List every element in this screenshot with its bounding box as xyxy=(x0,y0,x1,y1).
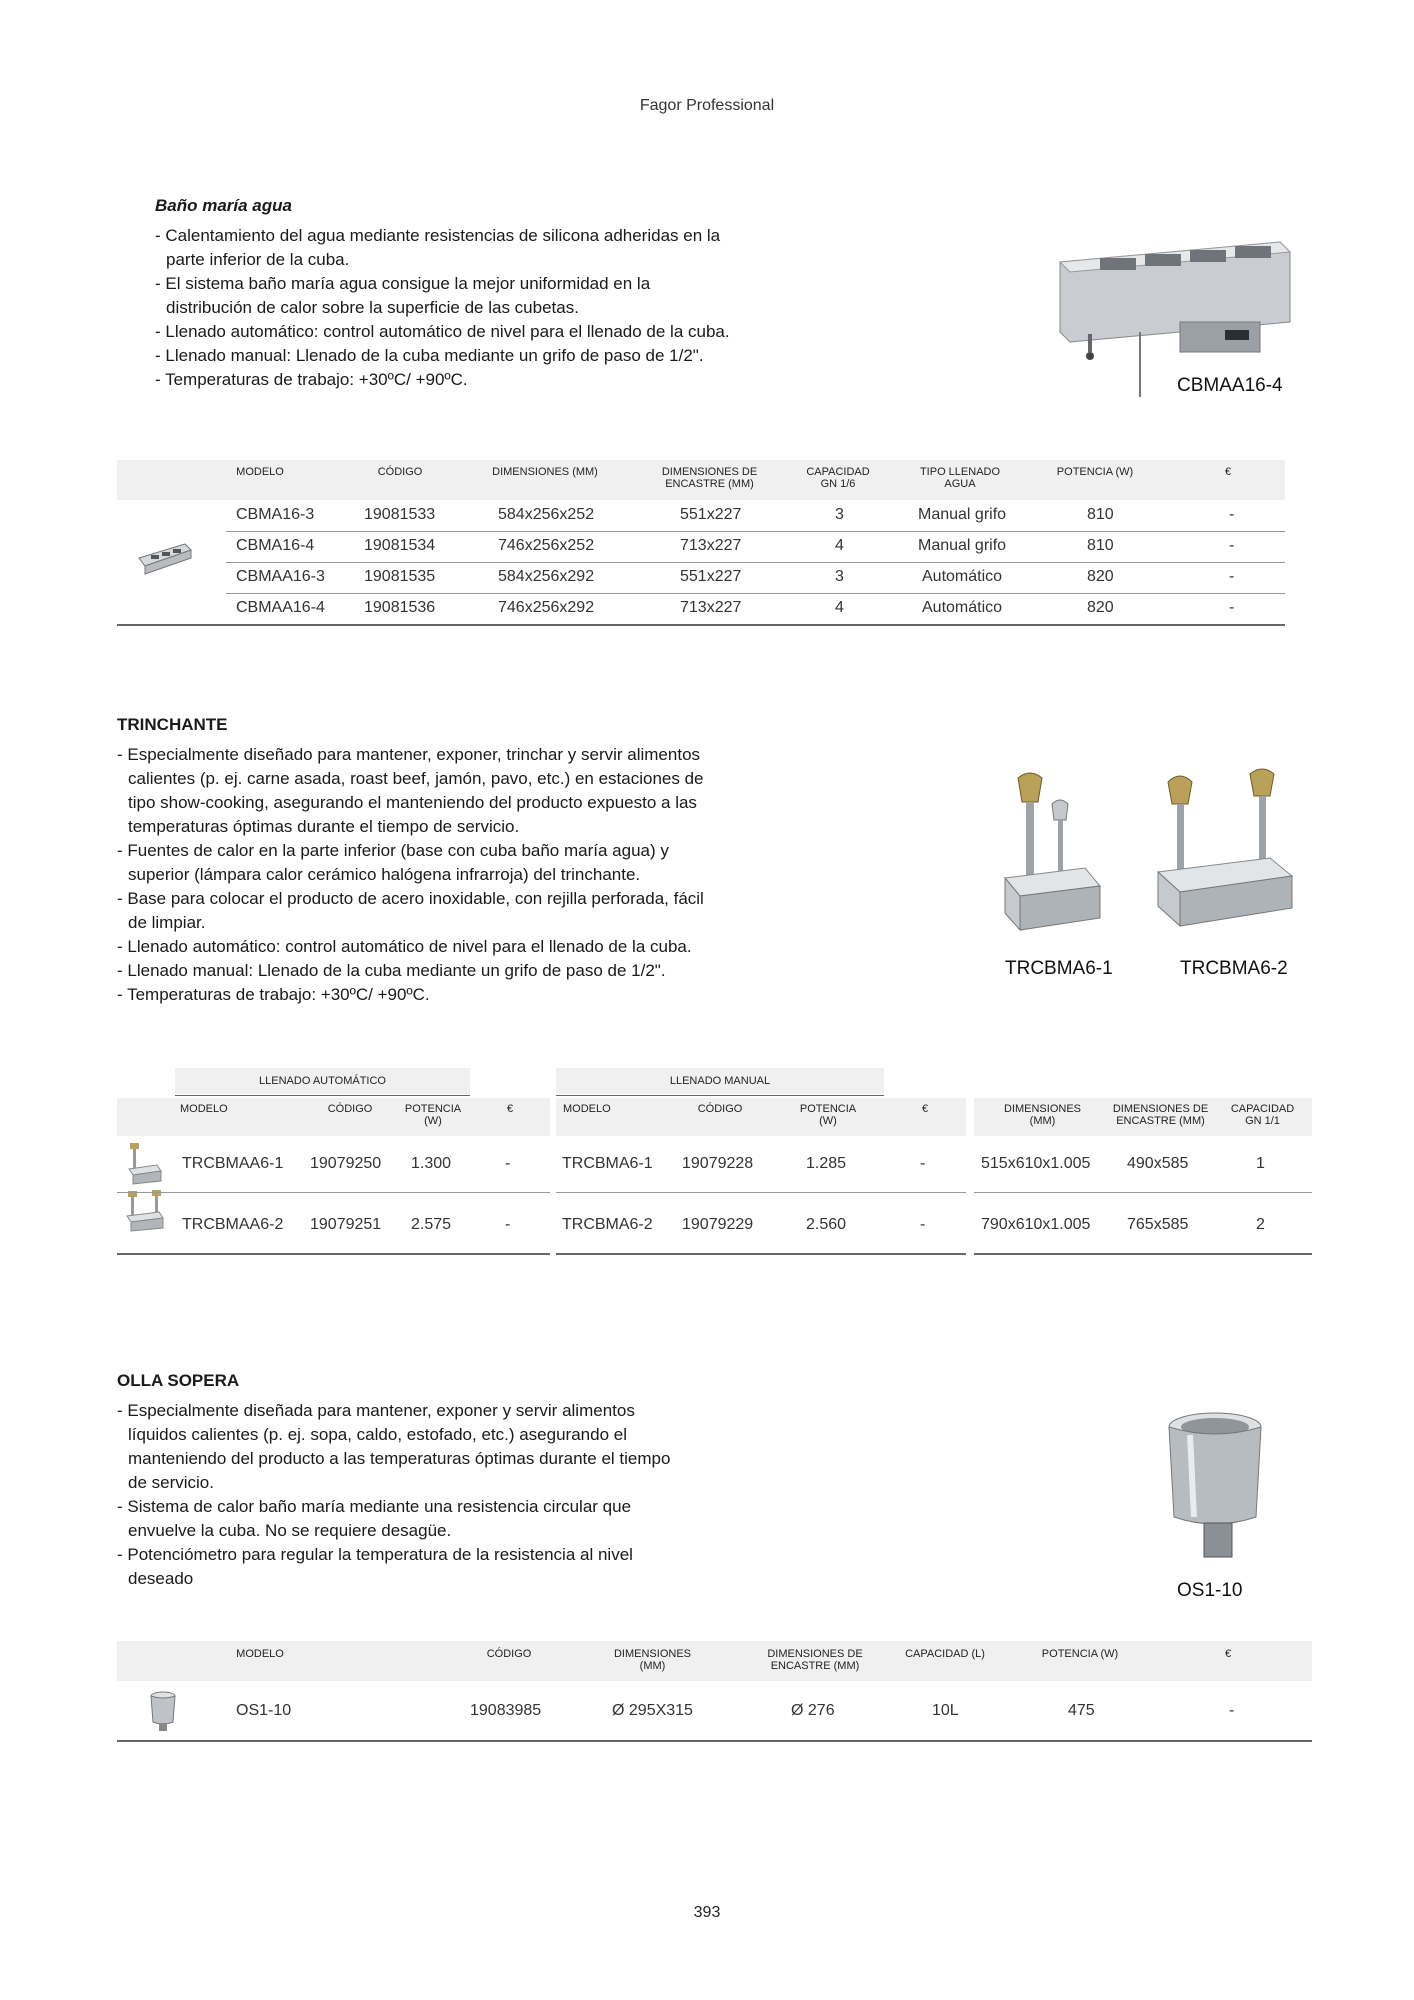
cell-encastre: 490x585 xyxy=(1127,1155,1189,1172)
cell-power: 2.560 xyxy=(806,1216,847,1233)
row-divider xyxy=(117,1192,550,1193)
description-line: - Temperaturas de trabajo: +30ºC/ +90ºC. xyxy=(155,370,468,389)
col-header: € xyxy=(1224,466,1232,478)
cell-dimensions: 584x256x252 xyxy=(498,506,595,523)
product-caption: OS1-10 xyxy=(1177,1580,1243,1601)
cell-code: 19081536 xyxy=(364,599,436,616)
cell-price: - xyxy=(505,1155,511,1172)
cell-dimensions: Ø 295X315 xyxy=(612,1702,693,1719)
section-title-olla-sopera: OLLA SOPERA xyxy=(117,1371,240,1390)
table-bottom-rule xyxy=(556,1253,966,1255)
description-line: - Llenado manual: Llenado de la cuba mediante un grifo de paso de 1/2". xyxy=(117,961,666,980)
table-bottom-rule xyxy=(117,1740,1312,1742)
col-header: € xyxy=(506,1103,514,1115)
product-photo-trcbma6-2 xyxy=(1150,768,1300,938)
cell-power: 820 xyxy=(1087,568,1114,585)
group-header-auto: LLENADO AUTOMÁTICO xyxy=(259,1075,386,1087)
description-line: tipo show-cooking, asegurando el manteniendo del producto expuesto a las xyxy=(128,793,697,812)
col-header: POTENCIA (W) xyxy=(799,1103,857,1127)
cell-encastre: 713x227 xyxy=(680,537,742,554)
cell-capacity: 1 xyxy=(1256,1155,1265,1172)
cell-capacity: 4 xyxy=(835,537,844,554)
col-header: POTENCIA (W) xyxy=(1056,466,1134,478)
col-header: POTENCIA (W) xyxy=(1041,1648,1119,1660)
col-header: CÓDIGO xyxy=(697,1103,743,1115)
group-divider xyxy=(556,1095,884,1096)
cell-encastre: Ø 276 xyxy=(791,1702,835,1719)
description-line: - Potenciómetro para regular la temperatura de la resistencia al nivel xyxy=(117,1545,633,1564)
cell-dimensions: 746x256x252 xyxy=(498,537,595,554)
cell-code: 19079228 xyxy=(682,1155,754,1172)
cell-power: 475 xyxy=(1068,1702,1095,1719)
col-header: DIMENSIONES DE ENCASTRE (MM) xyxy=(661,466,758,490)
thumbnail-os1-10 xyxy=(148,1690,178,1732)
cell-capacity: 10L xyxy=(932,1702,959,1719)
description-line: - Especialmente diseñado para mantener, exponer, trinchar y servir alimentos xyxy=(117,745,701,764)
row-divider xyxy=(974,1192,1312,1193)
cell-encastre: 713x227 xyxy=(680,599,742,616)
cell-dimensions: 515x610x1.005 xyxy=(981,1155,1091,1172)
row-divider xyxy=(226,593,1285,594)
table-header-bar xyxy=(117,1641,1312,1681)
description-line: - Especialmente diseñada para mantener, exponer y servir alimentos xyxy=(117,1401,635,1420)
cell-model: TRCBMAA6-2 xyxy=(182,1216,284,1233)
cell-model: CBMA16-4 xyxy=(236,537,315,554)
col-header: CAPACIDAD (L) xyxy=(905,1648,985,1660)
cell-model: TRCBMA6-2 xyxy=(562,1216,653,1233)
cell-code: 19083985 xyxy=(470,1702,542,1719)
description-line: - Sistema de calor baño maría mediante una resistencia circular que xyxy=(117,1497,632,1516)
cell-encastre: 551x227 xyxy=(680,506,742,523)
section-title-trinchante: TRINCHANTE xyxy=(117,715,228,734)
cell-price: - xyxy=(1229,599,1235,616)
cell-fill-type: Automático xyxy=(922,599,1003,616)
cell-power: 1.285 xyxy=(806,1155,847,1172)
col-header: DIMENSIONES (MM) xyxy=(613,1648,691,1672)
col-header: CÓDIGO xyxy=(327,1103,373,1115)
col-header: CAPACIDAD GN 1/1 xyxy=(1230,1103,1295,1127)
row-divider xyxy=(556,1192,966,1193)
description-line: líquidos calientes (p. ej. sopa, caldo, estofado, etc.) asegurando el xyxy=(128,1425,627,1444)
col-header: MODELO xyxy=(236,466,284,478)
description-line: - El sistema baño maría agua consigue la mejor uniformidad en la xyxy=(155,274,651,293)
section-description xyxy=(117,1399,670,1591)
section-title-bano-maria: Baño maría agua xyxy=(155,196,292,215)
cell-capacity: 3 xyxy=(835,506,844,523)
cell-code: 19081533 xyxy=(364,506,436,523)
col-header: € xyxy=(1224,1648,1232,1660)
description-line: superior (lámpara calor cerámico halógena infrarroja) del trinchante. xyxy=(128,865,641,884)
col-header: MODELO xyxy=(563,1103,611,1115)
cell-price: - xyxy=(1229,568,1235,585)
section-description xyxy=(155,224,730,392)
description-line: - Fuentes de calor en la parte inferior (base con cuba baño maría agua) y xyxy=(117,841,669,860)
col-header: CAPACIDAD GN 1/6 xyxy=(806,466,870,490)
product-photo-os1-10 xyxy=(1160,1405,1270,1565)
cell-capacity: 4 xyxy=(835,599,844,616)
description-line: - Base para colocar el producto de acero inoxidable, con rejilla perforada, fácil xyxy=(117,889,704,908)
col-header: DIMENSIONES DE ENCASTRE (MM) xyxy=(767,1648,863,1672)
cell-code: 19079250 xyxy=(310,1155,382,1172)
cell-fill-type: Manual grifo xyxy=(918,537,1007,554)
cell-model: CBMAA16-3 xyxy=(236,568,325,585)
table-bottom-rule xyxy=(974,1253,1312,1255)
col-header: DIMENSIONES (MM) xyxy=(1003,1103,1081,1127)
thumbnail-trcbma6-1 xyxy=(125,1143,165,1185)
cell-power: 810 xyxy=(1087,537,1114,554)
cell-price: - xyxy=(920,1155,926,1172)
cell-encastre: 765x585 xyxy=(1127,1216,1189,1233)
cell-dimensions: 790x610x1.005 xyxy=(981,1216,1091,1233)
description-line: distribución de calor sobre la superficie de las cubetas. xyxy=(166,298,579,317)
cell-model: TRCBMA6-1 xyxy=(562,1155,653,1172)
table-bottom-rule xyxy=(117,624,1285,626)
cell-fill-type: Manual grifo xyxy=(918,506,1007,523)
group-header-manual: LLENADO MANUAL xyxy=(669,1075,771,1087)
product-caption: TRCBMA6-2 xyxy=(1180,958,1288,979)
description-line: deseado xyxy=(128,1569,194,1588)
col-header: MODELO xyxy=(236,1648,284,1660)
description-line: - Llenado automático: control automático de nivel para el llenado de la cuba. xyxy=(155,322,730,341)
row-divider xyxy=(226,531,1285,532)
col-header: DIMENSIONES (MM) xyxy=(492,466,598,478)
page-number: 393 xyxy=(693,1904,721,1921)
cell-code: 19079229 xyxy=(682,1216,754,1233)
cell-power: 2.575 xyxy=(411,1216,452,1233)
description-line: manteniendo del producto a las temperaturas óptimas durante el tiempo xyxy=(128,1449,671,1468)
description-line: - Llenado manual: Llenado de la cuba mediante un grifo de paso de 1/2". xyxy=(155,346,704,365)
col-header: CÓDIGO xyxy=(377,466,423,478)
cell-fill-type: Automático xyxy=(922,568,1003,585)
product-caption: TRCBMA6-1 xyxy=(1005,958,1113,979)
thumbnail-cbma16 xyxy=(135,538,195,582)
cell-capacity: 2 xyxy=(1256,1216,1265,1233)
description-line: parte inferior de la cuba. xyxy=(166,250,350,269)
col-header: € xyxy=(921,1103,929,1115)
thumbnail-trcbma6-2 xyxy=(125,1190,165,1232)
brand-header: Fagor Professional xyxy=(639,97,775,114)
product-caption: CBMAA16-4 xyxy=(1177,375,1283,396)
section-description xyxy=(117,743,704,1007)
cell-power: 820 xyxy=(1087,599,1114,616)
description-line: - Calentamiento del agua mediante resistencias de silicona adheridas en la xyxy=(155,226,721,245)
col-header: DIMENSIONES DE ENCASTRE (MM) xyxy=(1112,1103,1209,1127)
cell-model: CBMAA16-4 xyxy=(236,599,325,616)
description-line: - Llenado automático: control automático de nivel para el llenado de la cuba. xyxy=(117,937,692,956)
cell-power: 1.300 xyxy=(411,1155,452,1172)
table-bottom-rule xyxy=(117,1253,550,1255)
cell-power: 810 xyxy=(1087,506,1114,523)
cell-dimensions: 746x256x292 xyxy=(498,599,595,616)
cell-model: TRCBMAA6-1 xyxy=(182,1155,284,1172)
cell-price: - xyxy=(920,1216,926,1233)
description-line: - Temperaturas de trabajo: +30ºC/ +90ºC. xyxy=(117,985,430,1004)
row-divider xyxy=(226,562,1285,563)
col-header: MODELO xyxy=(180,1103,228,1115)
col-header: TIPO LLENADO AGUA xyxy=(919,466,1001,490)
cell-code: 19081534 xyxy=(364,537,436,554)
cell-capacity: 3 xyxy=(835,568,844,585)
cell-code: 19079251 xyxy=(310,1216,382,1233)
cell-price: - xyxy=(1229,537,1235,554)
col-header: CÓDIGO xyxy=(486,1648,532,1660)
description-line: calientes (p. ej. carne asada, roast beef, jamón, pavo, etc.) en estaciones de xyxy=(128,769,704,788)
cell-price: - xyxy=(1229,506,1235,523)
col-header: POTENCIA (W) xyxy=(404,1103,462,1127)
description-line: de limpiar. xyxy=(128,913,206,932)
cell-code: 19081535 xyxy=(364,568,436,585)
cell-price: - xyxy=(505,1216,511,1233)
description-line: temperaturas óptimas durante el tiempo de servicio. xyxy=(128,817,520,836)
description-line: de servicio. xyxy=(128,1473,214,1492)
cell-price: - xyxy=(1229,1702,1235,1719)
description-line: envuelve la cuba. No se requiere desagüe. xyxy=(128,1521,452,1540)
cell-model: OS1-10 xyxy=(236,1702,292,1719)
cell-dimensions: 584x256x292 xyxy=(498,568,595,585)
group-divider xyxy=(175,1095,470,1096)
cell-encastre: 551x227 xyxy=(680,568,742,585)
cell-model: CBMA16-3 xyxy=(236,506,315,523)
product-photo-trcbma6-1 xyxy=(990,768,1110,938)
